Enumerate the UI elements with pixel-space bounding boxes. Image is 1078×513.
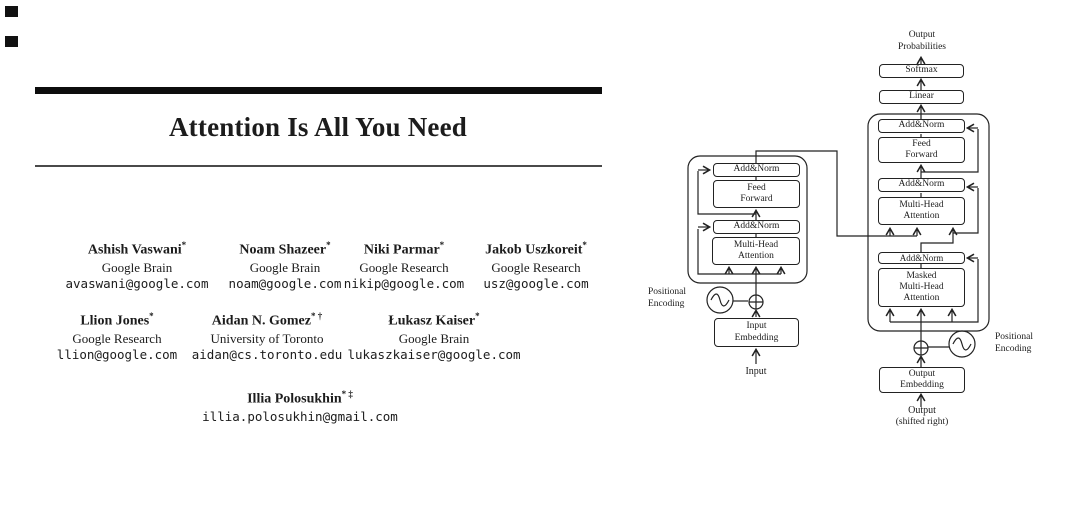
linear-box: Linear — [879, 90, 964, 104]
author-affiliation: University of Toronto — [210, 330, 324, 346]
author-name: Jakob Uszkoreit* — [485, 240, 587, 258]
author-email: llion@google.com — [56, 346, 178, 362]
author-email: avaswani@google.com — [65, 275, 209, 291]
author-affiliation: Google Brain — [249, 259, 321, 275]
author-name: Ashish Vaswani* — [87, 240, 187, 258]
author-affiliation: Google Research — [72, 330, 162, 346]
input-embedding-box: Input Embedding — [714, 318, 799, 347]
author-name: Łukasz Kaiser* — [388, 311, 480, 329]
author-affiliation: Google Brain — [101, 259, 173, 275]
output-shifted-label: (shifted right) — [895, 417, 949, 427]
author-affiliation: Google Brain — [398, 330, 470, 346]
encoder-add-norm-2-box: Add&Norm — [713, 163, 800, 177]
author-email: noam@google.com — [228, 275, 342, 291]
author-email: nikip@google.com — [343, 275, 465, 291]
sum-circle-icon — [914, 341, 928, 355]
encoder-add-norm-1-box: Add&Norm — [713, 220, 800, 234]
encoder-feed-forward-box: Feed Forward — [713, 180, 800, 208]
encoder-multi-head-attention-box: Multi-Head Attention — [712, 237, 800, 265]
author-name: Llion Jones* — [80, 311, 154, 329]
author-email: usz@google.com — [483, 275, 589, 291]
sine-wave-icon — [949, 331, 975, 357]
decoder-add-norm-3-box: Add&Norm — [878, 119, 965, 133]
author-affiliation: Google Research — [491, 259, 581, 275]
author-affiliation: Google Research — [359, 259, 449, 275]
output-label: Output — [908, 405, 936, 416]
author-name: Illia Polosukhin* ‡ — [247, 389, 353, 407]
decoder-add-norm-2-box: Add&Norm — [878, 178, 965, 192]
sine-wave-icon — [707, 287, 733, 313]
positional-encoding-label-right: Positional Encoding — [995, 332, 1034, 354]
positional-encoding-label-left: Positional Encoding — [648, 287, 687, 309]
decoder-add-norm-1-box: Add&Norm — [878, 252, 965, 264]
author-email: aidan@cs.toronto.edu — [191, 346, 343, 362]
output-probabilities-label: Output Probabilities — [897, 30, 947, 52]
author-name: Aidan N. Gomez* † — [211, 311, 323, 329]
author-name: Niki Parmar* — [363, 240, 445, 258]
decoder-lines — [890, 58, 978, 407]
author-name: Noam Shazeer* — [239, 240, 331, 258]
author-email: illia.polosukhin@gmail.com — [202, 408, 398, 424]
sum-circle-icon — [749, 295, 763, 309]
output-embedding-box: Output Embedding — [879, 367, 965, 393]
author-email: lukaszkaiser@google.com — [347, 346, 521, 362]
softmax-box: Softmax — [879, 64, 964, 78]
page-title: Attention Is All You Need — [168, 112, 468, 142]
masked-multi-head-attention-box: Masked Multi-Head Attention — [878, 268, 965, 307]
input-label: Input — [745, 366, 767, 377]
decoder-multi-head-attention-box: Multi-Head Attention — [878, 197, 965, 225]
decoder-feed-forward-box: Feed Forward — [878, 137, 965, 163]
